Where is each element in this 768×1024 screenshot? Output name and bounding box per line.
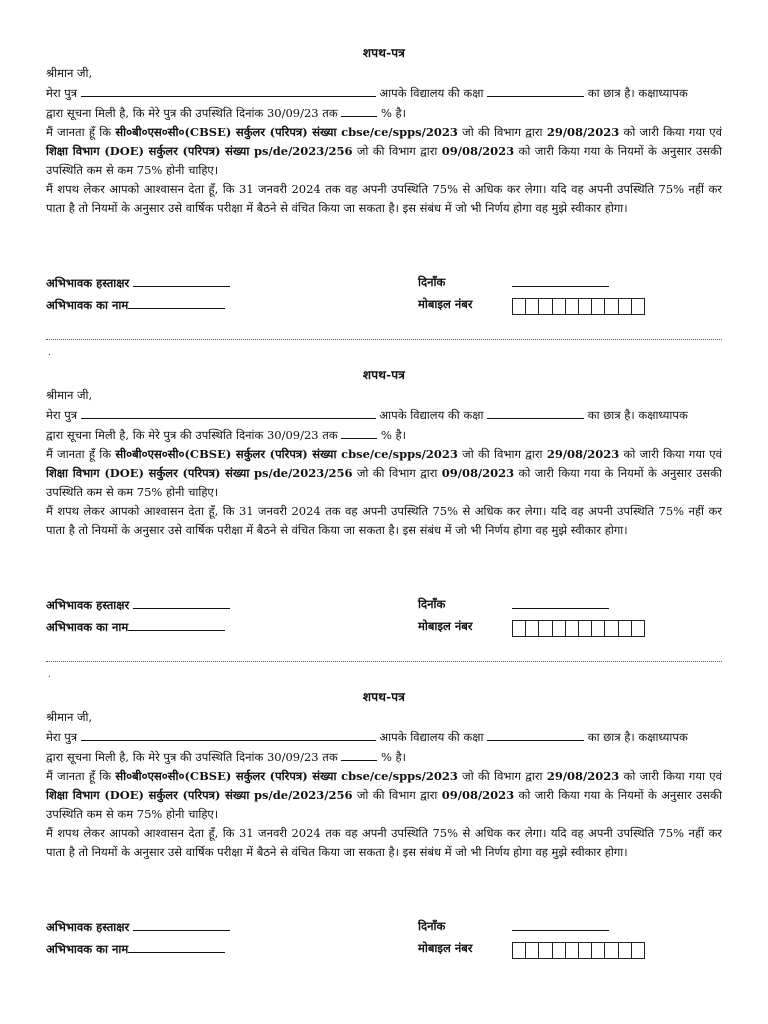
salutation: श्रीमान जी, [46,710,93,724]
circular-paragraph: मैं जानता हूँ कि सी०बी०एस०सी०(CBSE) सर्कुलर (परिपत्र) संख्या cbse/ce/spps/2023 जो की विभाग द्वारा 29/08/2023 को जारी किया गया एवं शिक्षा विभाग (DOE) सर्कुलर (परिपत्र) संख्या ps/de/2023/256 जो की विभाग द्वारा 09/08/2023 को जारी किया गया के नियमों के अनुसार उसकी उपस्थिति कम से कम 75% होनी चाहिए। [46,125,723,177]
guardian-name-label: अभिभावक का नाम [46,298,129,312]
son-name-field[interactable] [81,83,376,97]
date-field[interactable] [512,916,609,931]
separator-dot: . [48,348,51,358]
attendance-line: द्वारा सूचना मिली है, कि मेरे पुत्र की उपस्थिति दिनांक 30/09/23 तक % है। [46,425,722,445]
attendance-percent-field[interactable] [341,747,377,761]
mobile-number-boxes[interactable] [512,942,644,959]
mobile-label: मोबाइल नंबर [418,941,473,955]
form-title: शपथ-पत्र [362,46,406,60]
mobile-label: मोबाइल नंबर [418,297,473,311]
date-label: दिनाँक [418,597,446,611]
cut-line [46,661,722,662]
affidavit-form-3 [46,688,722,988]
separator-dot: . [48,670,51,680]
assurance-paragraph: मैं शपथ लेकर आपको आश्वासन देता हूँ, कि 31 जनवरी 2024 तक वह अपनी उपस्थिति 75% से अधिक कर लेगा। यदि वह अपनी उपस्थिति 75% नहीं कर पाता है तो नियमों के अनुसार उसे वार्षिक परीक्षा में बैठने से वंचित किया जा सकता है। इस संबंध में जो भी निर्णय होगा वह मुझे स्वीकार होगा। [46,826,722,859]
signature-block [46,914,722,958]
attendance-line: द्वारा सूचना मिली है, कि मेरे पुत्र की उपस्थिति दिनांक 30/09/23 तक % है। [46,103,722,123]
guardian-name-field[interactable] [128,294,225,309]
cut-line [46,339,722,340]
attendance-percent-field[interactable] [341,425,377,439]
son-name-field[interactable] [81,727,376,741]
signature-block [46,592,722,636]
guardian-signature-field[interactable] [133,272,230,287]
date-field[interactable] [512,594,609,609]
student-line: मेरा पुत्र आपके विद्यालय की कक्षा का छात्र है। कक्षाध्यापक [46,405,722,425]
mobile-label: मोबाइल नंबर [418,619,473,633]
assurance-paragraph: मैं शपथ लेकर आपको आश्वासन देता हूँ, कि 31 जनवरी 2024 तक वह अपनी उपस्थिति 75% से अधिक कर लेगा। यदि वह अपनी उपस्थिति 75% नहीं कर पाता है तो नियमों के अनुसार उसे वार्षिक परीक्षा में बैठने से वंचित किया जा सकता है। इस संबंध में जो भी निर्णय होगा वह मुझे स्वीकार होगा। [46,182,722,215]
guardian-signature-label: अभिभावक हस्ताक्षर [46,276,130,290]
attendance-percent-field[interactable] [341,103,377,117]
date-label: दिनाँक [418,919,446,933]
student-line: मेरा पुत्र आपके विद्यालय की कक्षा का छात्र है। कक्षाध्यापक [46,83,722,103]
guardian-name-label: अभिभावक का नाम [46,620,129,634]
guardian-name-field[interactable] [128,938,225,953]
affidavit-form-2 [46,366,722,666]
date-label: दिनाँक [418,275,446,289]
salutation: श्रीमान जी, [46,388,93,402]
signature-block [46,270,722,314]
class-field[interactable] [487,83,584,97]
guardian-signature-label: अभिभावक हस्ताक्षर [46,920,130,934]
guardian-signature-label: अभिभावक हस्ताक्षर [46,598,130,612]
date-field[interactable] [512,272,609,287]
affidavit-form-1 [46,44,722,344]
son-name-field[interactable] [81,405,376,419]
assurance-paragraph: मैं शपथ लेकर आपको आश्वासन देता हूँ, कि 31 जनवरी 2024 तक वह अपनी उपस्थिति 75% से अधिक कर लेगा। यदि वह अपनी उपस्थिति 75% नहीं कर पाता है तो नियमों के अनुसार उसे वार्षिक परीक्षा में बैठने से वंचित किया जा सकता है। इस संबंध में जो भी निर्णय होगा वह मुझे स्वीकार होगा। [46,504,722,537]
guardian-name-label: अभिभावक का नाम [46,942,129,956]
guardian-name-field[interactable] [128,616,225,631]
attendance-line: द्वारा सूचना मिली है, कि मेरे पुत्र की उपस्थिति दिनांक 30/09/23 तक % है। [46,747,722,767]
form-title: शपथ-पत्र [362,690,406,704]
circular-paragraph: मैं जानता हूँ कि सी०बी०एस०सी०(CBSE) सर्कुलर (परिपत्र) संख्या cbse/ce/spps/2023 जो की विभाग द्वारा 29/08/2023 को जारी किया गया एवं शिक्षा विभाग (DOE) सर्कुलर (परिपत्र) संख्या ps/de/2023/256 जो की विभाग द्वारा 09/08/2023 को जारी किया गया के नियमों के अनुसार उसकी उपस्थिति कम से कम 75% होनी चाहिए। [46,447,723,499]
guardian-signature-field[interactable] [133,916,230,931]
circular-paragraph: मैं जानता हूँ कि सी०बी०एस०सी०(CBSE) सर्कुलर (परिपत्र) संख्या cbse/ce/spps/2023 जो की विभाग द्वारा 29/08/2023 को जारी किया गया एवं शिक्षा विभाग (DOE) सर्कुलर (परिपत्र) संख्या ps/de/2023/256 जो की विभाग द्वारा 09/08/2023 को जारी किया गया के नियमों के अनुसार उसकी उपस्थिति कम से कम 75% होनी चाहिए। [46,769,723,821]
mobile-number-boxes[interactable] [512,298,644,315]
student-line: मेरा पुत्र आपके विद्यालय की कक्षा का छात्र है। कक्षाध्यापक [46,727,722,747]
form-title: शपथ-पत्र [362,368,406,382]
guardian-signature-field[interactable] [133,594,230,609]
salutation: श्रीमान जी, [46,66,93,80]
mobile-number-boxes[interactable] [512,620,644,637]
class-field[interactable] [487,727,584,741]
class-field[interactable] [487,405,584,419]
